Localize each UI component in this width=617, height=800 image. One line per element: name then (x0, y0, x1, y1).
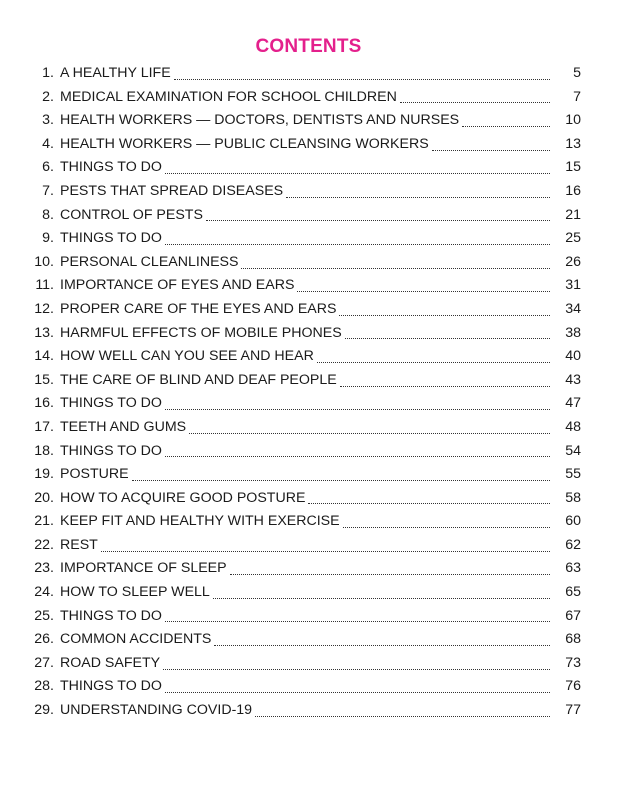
toc-entry-page-number: 62 (565, 536, 581, 553)
toc-entry (0, 156, 617, 180)
toc-entry-page-number: 48 (565, 418, 581, 435)
toc-entry (0, 133, 617, 157)
dot-leader (163, 659, 550, 673)
toc-entry (0, 345, 617, 369)
toc-entry-number: 8. (42, 206, 54, 223)
toc-entry-page-number: 65 (565, 584, 581, 601)
toc-entry-title: HOW TO ACQUIRE GOOD POSTURE (60, 489, 306, 506)
toc-entry-number: 12. (34, 300, 54, 317)
dot-leader (189, 423, 550, 437)
toc-entry-title: UNDERSTANDING COVID-19 (60, 702, 253, 719)
toc-entry-title: THINGS TO DO (60, 607, 162, 624)
toc-entry-page-number: 73 (565, 654, 581, 671)
toc-entry-page-number: 55 (565, 466, 581, 483)
dot-leader (255, 706, 550, 720)
dot-leader (165, 234, 550, 248)
dot-leader (317, 352, 550, 366)
toc-entry (0, 369, 617, 393)
dot-leader (213, 588, 550, 602)
toc-entry-title: PESTS THAT SPREAD DISEASES (60, 182, 284, 199)
toc-entry-number: 17. (34, 418, 54, 435)
toc-entry-number: 27. (34, 654, 54, 671)
dot-leader (101, 541, 550, 555)
dot-leader (308, 493, 550, 507)
toc-entry-title: COMMON ACCIDENTS (60, 631, 212, 648)
dot-leader (214, 635, 550, 649)
toc-entry (0, 204, 617, 228)
dot-leader (241, 258, 550, 272)
toc-entry-number: 16. (34, 395, 54, 412)
toc-entry-title: IMPORTANCE OF SLEEP (60, 560, 227, 577)
toc-entry-number: 22. (34, 536, 54, 553)
toc-entry-title: HEALTH WORKERS — DOCTORS, DENTISTS AND NURSES (60, 112, 460, 129)
toc-entry-title: THINGS TO DO (60, 678, 162, 695)
toc-entry-page-number: 60 (565, 513, 581, 530)
toc-entry (0, 487, 617, 511)
toc-entry-title: HOW WELL CAN YOU SEE AND HEAR (60, 348, 314, 365)
dot-leader (343, 517, 550, 531)
toc-entry-title: THINGS TO DO (60, 395, 162, 412)
toc-entry-number: 11. (35, 277, 54, 294)
toc-entry (0, 180, 617, 204)
toc-entry (0, 510, 617, 534)
toc-entry-number: 13. (34, 324, 54, 341)
dot-leader (206, 210, 550, 224)
toc-entry-page-number: 47 (565, 395, 581, 412)
toc-entry-number: 20. (34, 489, 54, 506)
toc-entry-page-number: 34 (565, 300, 581, 317)
toc-entry (0, 440, 617, 464)
toc-entry (0, 463, 617, 487)
toc-entry-page-number: 76 (565, 678, 581, 695)
toc-entry-page-number: 68 (565, 631, 581, 648)
toc-entry-number: 15. (34, 371, 54, 388)
toc-entry (0, 251, 617, 275)
toc-entry-title: POSTURE (60, 466, 129, 483)
dot-leader (432, 140, 550, 154)
toc-entry-page-number: 26 (565, 253, 581, 270)
toc-entry-number: 7. (42, 182, 54, 199)
dot-leader (462, 116, 550, 130)
dot-leader (339, 305, 550, 319)
toc-entry-number: 26. (34, 631, 54, 648)
toc-entry-number: 25. (34, 607, 54, 624)
toc-entry-title: ROAD SAFETY (60, 654, 161, 671)
toc-entry (0, 699, 617, 723)
dot-leader (165, 446, 550, 460)
toc-entry-page-number: 13 (565, 135, 581, 152)
dot-leader (165, 399, 550, 413)
toc-entry-number: 28. (34, 678, 54, 695)
toc-entry-page-number: 38 (565, 324, 581, 341)
toc-entry-number: 4. (42, 135, 54, 152)
dot-leader (400, 92, 550, 106)
dot-leader (297, 281, 550, 295)
toc-entry-page-number: 10 (565, 112, 581, 129)
toc-entry-page-number: 15 (565, 159, 581, 176)
toc-entry (0, 534, 617, 558)
dot-leader (165, 611, 550, 625)
toc-entry-title: HOW TO SLEEP WELL (60, 584, 210, 601)
toc-entry (0, 557, 617, 581)
toc-entry-page-number: 58 (565, 489, 581, 506)
toc-entry-title: HARMFUL EFFECTS OF MOBILE PHONES (60, 324, 342, 341)
dot-leader (174, 69, 550, 83)
dot-leader (340, 376, 550, 390)
toc-entry (0, 581, 617, 605)
toc-entry (0, 62, 617, 86)
toc-entry-number: 10. (34, 253, 54, 270)
toc-entry-page-number: 43 (565, 371, 581, 388)
toc-entry-number: 21. (34, 513, 54, 530)
toc-entry-page-number: 54 (565, 442, 581, 459)
toc-entry-title: HEALTH WORKERS — PUBLIC CLEANSING WORKERS (60, 135, 429, 152)
page-title: CONTENTS (255, 36, 362, 57)
toc-entry (0, 109, 617, 133)
dot-leader (165, 682, 550, 696)
toc-entry-number: 29. (34, 702, 54, 719)
toc-entry-number: 14. (34, 348, 54, 365)
toc-entry (0, 322, 617, 346)
toc-entry-title: A HEALTHY LIFE (60, 65, 171, 81)
toc-entry-number: 19. (34, 466, 54, 483)
toc-entry (0, 652, 617, 676)
toc-entry-title: CONTROL OF PESTS (60, 206, 203, 223)
toc-entry-number: 6. (42, 159, 54, 176)
toc-entry-page-number: 63 (565, 560, 581, 577)
toc-entry-page-number: 7 (573, 88, 581, 105)
toc-entry (0, 392, 617, 416)
dot-leader (165, 163, 550, 177)
toc-entry-title: THINGS TO DO (60, 442, 162, 459)
toc-entry-number: 9. (42, 230, 54, 247)
toc-entry-title: THINGS TO DO (60, 159, 162, 176)
toc-entry-page-number: 21 (565, 206, 581, 223)
toc-entry-number: 18. (34, 442, 54, 459)
toc-entry-page-number: 67 (565, 607, 581, 624)
toc-entry-page-number: 40 (565, 348, 581, 365)
toc-entry-title: KEEP FIT AND HEALTHY WITH EXERCISE (60, 513, 340, 530)
toc-entry (0, 605, 617, 629)
toc-entry-page-number: 16 (565, 182, 581, 199)
dot-leader (132, 470, 550, 484)
toc-entry-page-number: 77 (565, 702, 581, 719)
toc-entry (0, 416, 617, 440)
toc-entry-title: PROPER CARE OF THE EYES AND EARS (60, 300, 337, 317)
toc-entry-page-number: 31 (565, 277, 581, 294)
dot-leader (230, 564, 550, 578)
toc-entry (0, 675, 617, 699)
toc-entry (0, 298, 617, 322)
toc-entry-number: 1. (42, 65, 54, 81)
toc-entry-number: 23. (34, 560, 54, 577)
toc-entry-title: IMPORTANCE OF EYES AND EARS (60, 277, 295, 294)
toc-entry (0, 86, 617, 110)
toc-entry-number: 2. (42, 88, 54, 105)
toc-entry (0, 227, 617, 251)
toc-entry-title: THE CARE OF BLIND AND DEAF PEOPLE (60, 371, 337, 388)
toc-entry-title: TEETH AND GUMS (60, 418, 187, 435)
toc-entry (0, 274, 617, 298)
dot-leader (286, 187, 550, 201)
toc-entry-number: 24. (34, 584, 54, 601)
toc-entry-title: MEDICAL EXAMINATION FOR SCHOOL CHILDREN (60, 88, 397, 105)
table-of-contents (0, 62, 617, 723)
toc-entry-page-number: 5 (573, 65, 581, 81)
toc-entry-page-number: 25 (565, 230, 581, 247)
toc-entry-title: THINGS TO DO (60, 230, 162, 247)
toc-entry-title: PERSONAL CLEANLINESS (60, 253, 239, 270)
toc-entry-number: 3. (42, 112, 54, 129)
toc-entry (0, 628, 617, 652)
toc-entry-title: REST (60, 536, 98, 553)
dot-leader (345, 328, 550, 342)
